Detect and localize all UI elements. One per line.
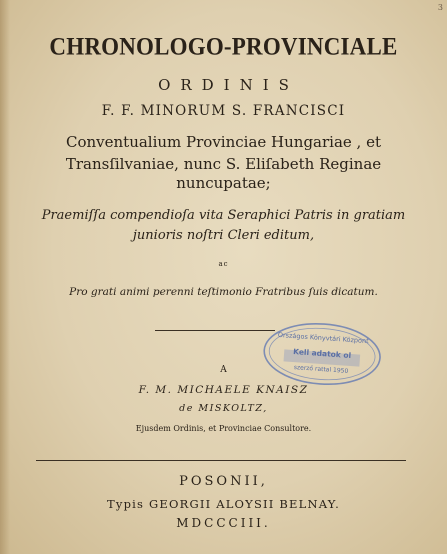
printer-line: Typis GEORGII ALOYSII BELNAY. xyxy=(107,497,340,511)
conventualium-line-2: Transſilvaniae, nunc S. Eliſabeth Reginae xyxy=(65,155,382,173)
author-origin-line: de MISKOLTZ, xyxy=(179,403,268,414)
stamp-line-1: Országos Könyvtári Központ xyxy=(277,330,369,346)
stamp-line-3: szerző rattal 1950 xyxy=(293,364,349,375)
minorum-line: F. F. MINORUM S. FRANCISCI xyxy=(101,103,346,119)
ac-line: ac xyxy=(218,260,229,268)
conventualium-line-1: Conventualium Provinciae Hungariae , et xyxy=(65,133,381,151)
a-line: A xyxy=(220,365,227,375)
short-rule xyxy=(155,330,275,331)
long-rule xyxy=(36,460,406,461)
stamp-line-2: Kell adatok ol xyxy=(292,346,352,361)
library-stamp xyxy=(260,318,384,394)
corner-mark: 3 xyxy=(437,3,443,12)
dedication-line: Pro grati animi perenni teſtimonio Fratribus ſuis dicatum. xyxy=(69,286,378,298)
place-line: POSONII, xyxy=(179,474,268,489)
author-role-line: Ejusdem Ordinis, et Provinciae Consultore. xyxy=(135,424,312,433)
year-line: MDCCCIII. xyxy=(176,516,271,530)
conventualium-line-3: nuncupatae; xyxy=(176,174,271,192)
main-title: CHRONOLOGO-PROVINCIALE xyxy=(49,32,398,60)
ordinis-line: ORDINIS xyxy=(158,76,299,94)
praemissa-line-1: Praemiſſa compendioſa vita Seraphici Patris in gratiam xyxy=(41,208,406,223)
author-line: F. M. MICHAELE KNAISZ xyxy=(138,384,309,396)
praemissa-line-2: junioris noſtri Cleri editum, xyxy=(132,228,315,243)
